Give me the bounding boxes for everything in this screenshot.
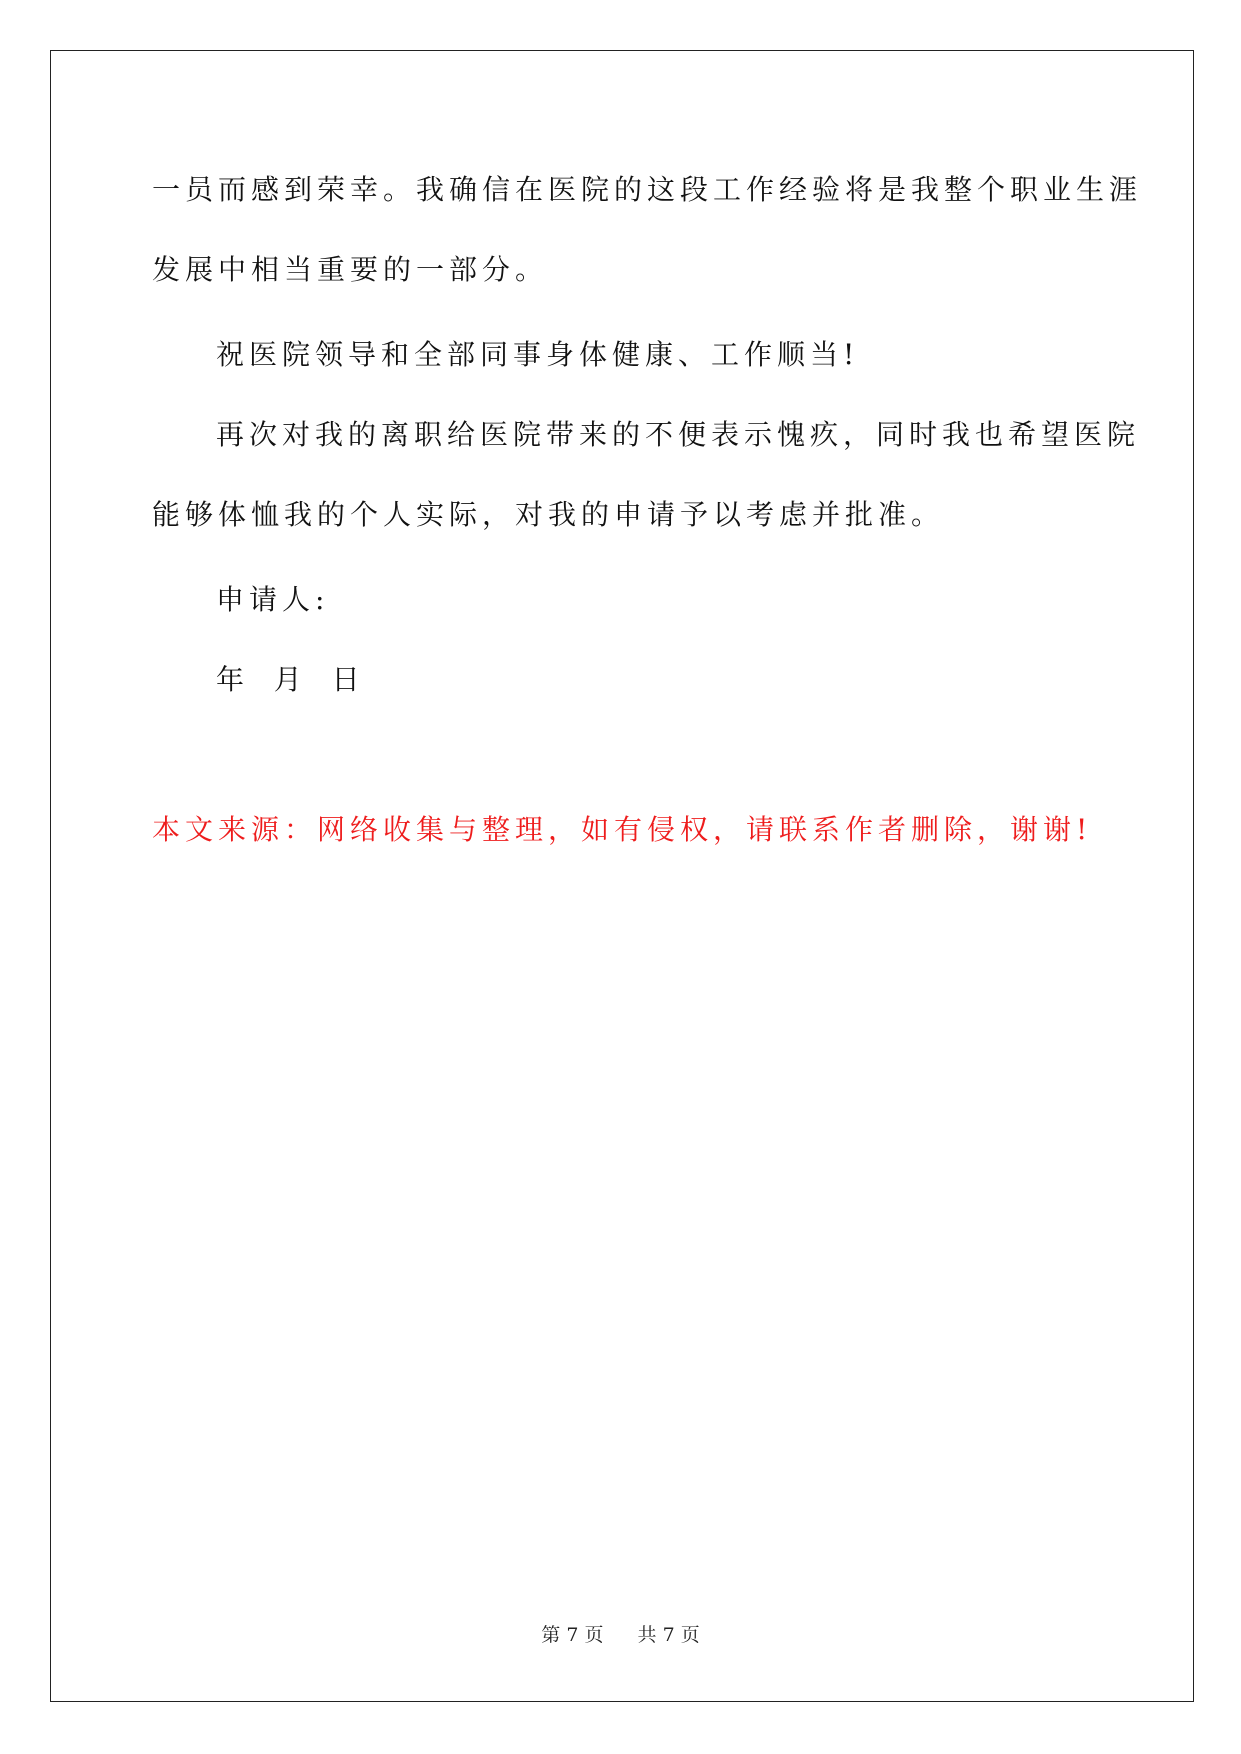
paragraph-line: 能够体恤我的个人实际，对我的申请予以考虑并批准。 — [152, 498, 945, 531]
page-total: 共 7 页 — [637, 1624, 700, 1646]
paragraph-line: 祝医院领导和全部同事身体健康、工作顺当! — [216, 338, 860, 371]
paragraph-line: 发展中相当重要的一部分。 — [152, 253, 549, 286]
page-number: 第 7 页 — [541, 1624, 604, 1646]
page-footer — [0, 1620, 1241, 1647]
applicant-label: 申请人: — [216, 583, 330, 616]
paragraph-line: 一员而感到荣幸。我确信在医院的这段工作经验将是我整个职业生涯 — [152, 173, 1143, 206]
source-note: 本文来源：网络收集与整理，如有侵权，请联系作者删除，谢谢! — [152, 813, 1093, 846]
paragraph-line: 再次对我的离职给医院带来的不便表示愧疚，同时我也希望医院 — [216, 418, 1141, 451]
date-line: 年 月 日 — [216, 663, 364, 696]
page-border — [50, 50, 1194, 1702]
